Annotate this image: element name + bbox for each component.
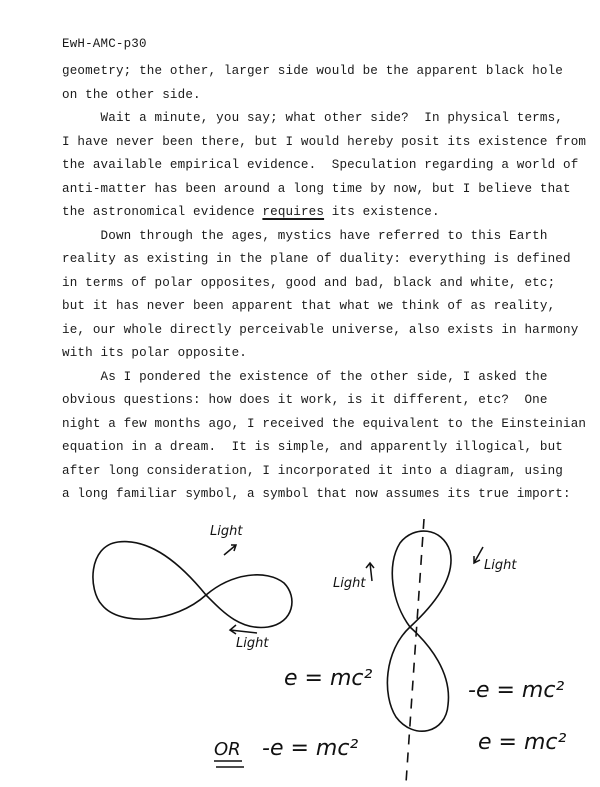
text-segment: I have never been there, but I would hereby posit its existence from bbox=[62, 134, 587, 149]
text-segment: reality as existing in the plane of duality: everything is defined bbox=[62, 252, 571, 266]
text-line bbox=[62, 319, 592, 343]
text-line bbox=[62, 366, 592, 390]
body-text bbox=[62, 60, 592, 507]
text-segment: its existence. bbox=[324, 205, 440, 219]
or-label: OR bbox=[214, 739, 241, 760]
text-segment: with its polar opposite. bbox=[62, 346, 247, 360]
text-line bbox=[62, 60, 592, 84]
equation-positive-right: e = mc² bbox=[478, 730, 567, 755]
text-segment: Down through the ages, mystics have referred to this Earth bbox=[62, 228, 548, 243]
text-segment: after long consideration, I incorporated it into a diagram, using bbox=[62, 463, 563, 478]
lemniscate-diagram bbox=[0, 505, 600, 787]
text-segment: the available empirical evidence. Speculation regarding a world of bbox=[62, 158, 579, 172]
right-light-label-left: Light bbox=[333, 576, 366, 591]
text-segment: equation in a dream. It is simple, and apparently illogical, but bbox=[62, 440, 563, 454]
equation-center: e = mc² bbox=[284, 666, 373, 691]
dashed-axis bbox=[406, 519, 424, 783]
text-line bbox=[62, 248, 592, 272]
text-segment: ie, our whole directly perceivable universe, also exists in harmony bbox=[62, 322, 579, 337]
text-line bbox=[62, 107, 592, 131]
text-segment: in terms of polar opposites, good and bad, black and white, etc; bbox=[62, 275, 556, 290]
text-line bbox=[62, 154, 592, 178]
left-light-label-bottom: Light bbox=[236, 636, 269, 651]
text-line bbox=[62, 483, 592, 507]
text-line bbox=[62, 413, 592, 437]
text-line bbox=[62, 389, 592, 413]
light-arrow-left bbox=[366, 563, 374, 581]
text-line bbox=[62, 342, 592, 366]
text-line bbox=[62, 272, 592, 296]
text-line bbox=[62, 295, 592, 319]
text-segment: the astronomical evidence bbox=[62, 205, 263, 219]
page-header: EwH-AMC-p30 bbox=[62, 37, 147, 51]
text-line bbox=[62, 436, 592, 460]
light-arrow-right bbox=[474, 547, 483, 563]
light-arrow-top bbox=[224, 545, 236, 555]
text-line bbox=[62, 460, 592, 484]
left-light-label-top: Light bbox=[210, 524, 243, 539]
equation-or-negative: -e = mc² bbox=[262, 736, 359, 761]
vertical-figure-eight bbox=[387, 531, 451, 731]
text-line bbox=[62, 84, 592, 108]
text-line bbox=[62, 201, 592, 225]
text-segment: a long familiar symbol, a symbol that now assumes its true import: bbox=[62, 487, 571, 501]
horizontal-figure-eight bbox=[93, 542, 292, 628]
text-line bbox=[62, 131, 592, 155]
underlined-word: requires bbox=[262, 205, 325, 219]
text-segment: Wait a minute, you say; what other side? In physical terms, bbox=[62, 111, 563, 125]
right-light-label-right: Light bbox=[484, 558, 517, 573]
text-segment: night a few months ago, I received the equivalent to the Einsteinian bbox=[62, 416, 587, 431]
equation-negative-right: -e = mc² bbox=[468, 678, 565, 703]
text-segment: on the other side. bbox=[62, 87, 201, 102]
text-segment: geometry; the other, larger side would be the apparent black hole bbox=[62, 64, 563, 78]
text-segment: but it has never been apparent that what we think of as reality, bbox=[62, 299, 556, 313]
text-segment: obvious questions: how does it work, is it different, etc? One bbox=[62, 393, 548, 407]
text-segment: As I pondered the existence of the other side, I asked the bbox=[62, 369, 548, 384]
text-segment: anti-matter has been around a long time by now, but I believe that bbox=[62, 181, 571, 196]
text-line bbox=[62, 225, 592, 249]
text-line bbox=[62, 178, 592, 202]
